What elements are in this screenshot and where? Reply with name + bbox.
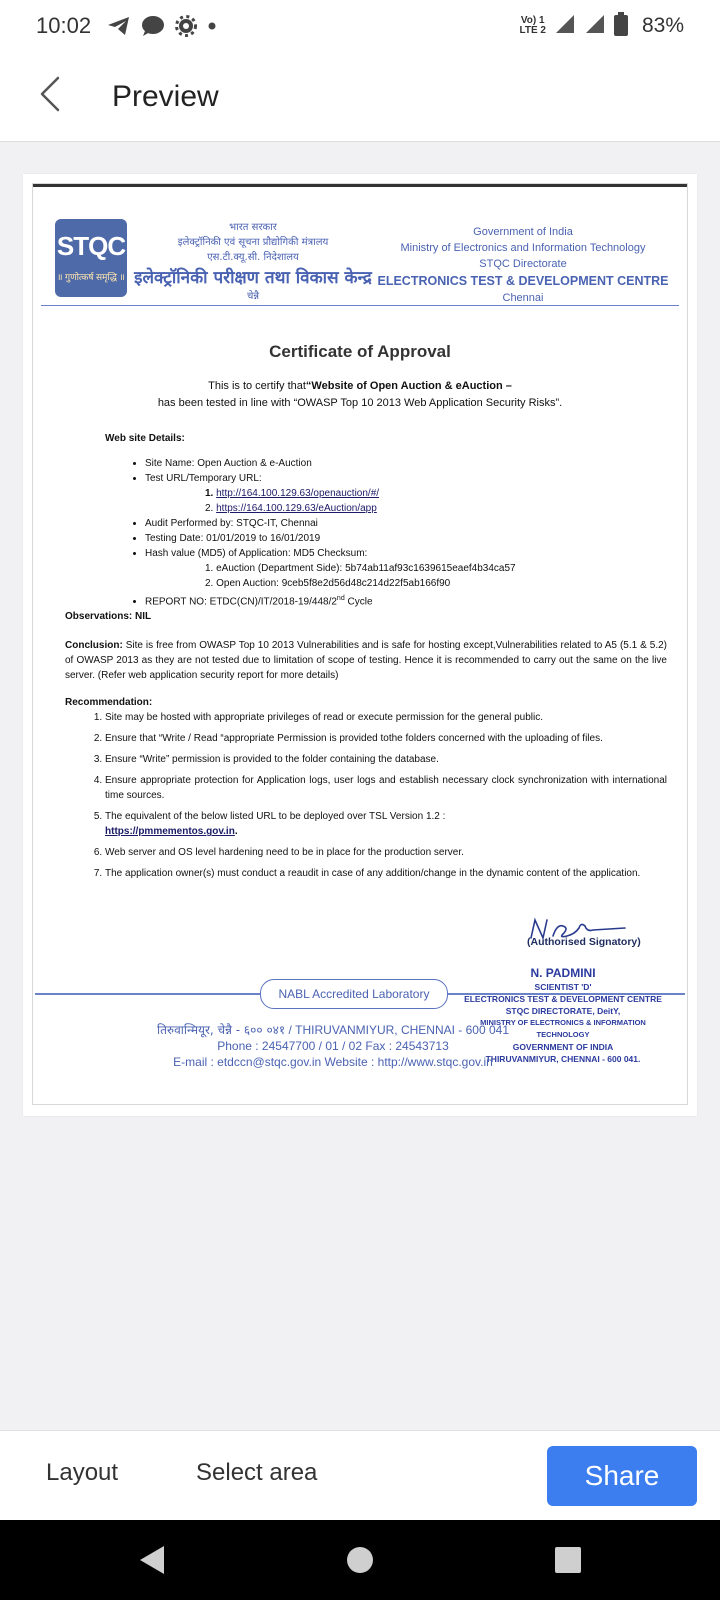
preview-area[interactable] bbox=[0, 142, 720, 1430]
stamp-line: ELECTRONICS TEST & DEVELOPMENT CENTRE bbox=[464, 994, 662, 1004]
notification-dot-icon bbox=[207, 21, 217, 31]
conclusion bbox=[65, 638, 667, 683]
share-button[interactable]: Share bbox=[547, 1446, 697, 1506]
battery-percent: 83% bbox=[641, 14, 684, 37]
intro-website: “Website of Open Auction & eAuction – bbox=[305, 380, 512, 392]
hindi-line: भारत सरकार bbox=[229, 222, 277, 233]
stamp-line: MINISTRY OF ELECTRONICS & INFORMATION TECHNOLOGY bbox=[480, 1018, 646, 1039]
app-bar bbox=[0, 52, 720, 142]
report-no-suffix: Cycle bbox=[344, 596, 373, 608]
recents-square-icon[interactable] bbox=[548, 1540, 588, 1580]
footer-phone: Phone : 24547700 / 01 / 02 Fax : 24543713 bbox=[217, 1039, 449, 1053]
document-preview[interactable] bbox=[23, 174, 697, 1116]
details-list bbox=[105, 516, 667, 561]
logo-text: STQC bbox=[56, 231, 126, 261]
reco5-end: . bbox=[234, 826, 238, 838]
status-bar bbox=[0, 0, 720, 52]
recommendation-item: 7. The application owner(s) must conduct a reaudit in case of any addition/change in the dynamic content of the application. bbox=[105, 866, 667, 881]
certificate-title: Certificate of Approval bbox=[269, 342, 451, 361]
url-item bbox=[205, 501, 667, 516]
bottom-action-bar bbox=[0, 1430, 720, 1520]
authorised-signatory: (Authorised Signatory) bbox=[527, 936, 641, 948]
hash-item: 1. eAuction (Department Side): 5b74ab11af93c1639615eaef4b34ca57 bbox=[205, 563, 516, 574]
hash-list bbox=[105, 561, 667, 591]
details-list bbox=[105, 591, 667, 609]
list-item bbox=[145, 471, 667, 486]
home-circle-icon[interactable] bbox=[340, 1540, 380, 1580]
footer-address-hindi: तिरुवान्मियूर, चेन्नै - ६०० ०४१ bbox=[156, 1023, 286, 1037]
conclusion-text: Site is free from OWASP Top 10 2013 Vulnerabilities and is safe for hosting except,Vulnerabilities related to A5 (5.1 & 5.2) of OWASP 2013 as they are not tested due to limitation of scope of testing. Hence it is recommended to carry out the same on the live server. (Refer web application security report for more details) bbox=[65, 640, 667, 682]
system-nav-bar bbox=[0, 1520, 720, 1600]
recommendation-item: 3. Ensure “Write” permission is provided to the folder containing the database. bbox=[105, 752, 667, 767]
chevron-left-icon bbox=[39, 76, 61, 117]
nabl-badge: NABL Accredited Laboratory bbox=[260, 979, 448, 1009]
signal-icon bbox=[554, 14, 576, 39]
recommendation-item: 6. Web server and OS level hardening need to be in place for the production server. bbox=[105, 845, 667, 860]
letterhead-hindi bbox=[133, 220, 373, 304]
footer-address-english: / THIRUVANMIYUR, CHENNAI - 600 041 bbox=[285, 1023, 509, 1037]
footer-address bbox=[113, 1022, 553, 1070]
layout-button[interactable]: Layout bbox=[46, 1459, 119, 1486]
report-no: REPORT NO: ETDC(CN)/IT/2018-19/448/2 bbox=[145, 596, 337, 608]
intro-prefix: This is to certify that bbox=[208, 380, 306, 392]
intro-line2: has been tested in line with “OWASP Top 10 2013 Web Application Security Risks”. bbox=[157, 397, 563, 409]
recommendation-heading: Recommendation: bbox=[65, 697, 153, 709]
hindi-line: एस.टी.क्यू.सी. निदेशालय bbox=[207, 252, 299, 263]
back-button[interactable] bbox=[20, 67, 80, 127]
report-no-sup: nd bbox=[336, 595, 345, 602]
telegram-icon bbox=[107, 15, 131, 37]
certificate-intro bbox=[53, 378, 667, 412]
url-link[interactable]: http://164.100.129.63/openauction/#/ bbox=[216, 488, 380, 499]
hindi-line: चेन्नै bbox=[246, 291, 260, 302]
chat-bubble-icon bbox=[141, 15, 165, 37]
recommendation-item: 1. Site may be hosted with appropriate privileges of read or execute permission for the general public. bbox=[105, 710, 667, 725]
select-area-button[interactable]: Select area bbox=[196, 1459, 318, 1486]
logo-motto: ॥ गुणोत्कर्ष समृद्धि ॥ bbox=[57, 272, 125, 282]
recommendation-item: 4. Ensure appropriate protection for Application logs, user logs and establish necessary clock synchronization with international time sources. bbox=[105, 773, 667, 803]
list-item: • Hash value (MD5) of Application: MD5 Checksum: bbox=[145, 546, 667, 561]
reco5-link[interactable]: https://pmmementos.gov.in bbox=[105, 826, 235, 838]
list-item: • Audit Performed by: STQC-IT, Chennai bbox=[145, 516, 667, 531]
letterhead-english bbox=[373, 224, 673, 306]
conclusion-label: Conclusion: bbox=[65, 640, 123, 652]
eng-line: ELECTRONICS TEST & DEVELOPMENT CENTRE bbox=[377, 274, 669, 288]
recommendation-item: 2. Ensure that “Write / Read “appropriate Permission is provided tothe folders concerned with the uploading of files. bbox=[105, 731, 667, 746]
hash-item: 2. Open Auction: 9ceb5f8e2d56d48c214d22f5ab166f90 bbox=[205, 578, 451, 589]
certificate-page bbox=[32, 183, 688, 1105]
recommendation-item bbox=[105, 809, 667, 839]
volte-line1: Vo) 1 bbox=[520, 15, 545, 26]
settings-icon bbox=[175, 15, 197, 37]
footer-email: E-mail : etdccn@stqc.gov.in Website : http://www.stqc.gov.in bbox=[173, 1055, 493, 1069]
url-item bbox=[205, 486, 667, 501]
signal-icon bbox=[584, 14, 606, 39]
url-link[interactable]: https://164.100.129.63/eAuction/app bbox=[216, 503, 377, 514]
stamp-line: STQC DIRECTORATE, DeitY, bbox=[505, 1006, 621, 1016]
list-item: • Testing Date: 01/01/2019 to 16/01/2019 bbox=[145, 531, 667, 546]
hindi-line: इलेक्ट्रॉनिकी परीक्षण तथा विकास केन्द्र bbox=[134, 268, 372, 288]
url-number: 1. bbox=[205, 488, 214, 499]
test-url-label: Test URL/Temporary URL: bbox=[145, 473, 262, 484]
stamp-title: SCIENTIST 'D' bbox=[534, 982, 592, 992]
details-list bbox=[105, 456, 667, 486]
reco5-text: The equivalent of the below listed URL to be deployed over TSL Version 1.2 : bbox=[105, 811, 446, 823]
recommendation-list bbox=[65, 710, 667, 881]
letterhead-divider bbox=[41, 305, 679, 306]
back-triangle-icon[interactable] bbox=[132, 1540, 172, 1580]
list-item bbox=[145, 591, 667, 609]
page-title: Preview bbox=[112, 79, 219, 113]
eng-line: Ministry of Electronics and Information Technology bbox=[400, 242, 646, 254]
eng-line: Government of India bbox=[473, 226, 573, 238]
observations: Observations: NIL bbox=[65, 611, 152, 623]
website-details-heading: Web site Details: bbox=[105, 433, 185, 444]
volte-line2: LTE 2 bbox=[519, 25, 546, 36]
url-number: 2. bbox=[205, 503, 214, 514]
stamp-name: N. PADMINI bbox=[530, 966, 596, 980]
stamp-line: THIRUVANMIYUR, CHENNAI - 600 041. bbox=[485, 1054, 641, 1064]
volte-indicator bbox=[519, 16, 545, 36]
top-border bbox=[33, 184, 687, 187]
eng-line: Chennai bbox=[502, 292, 544, 304]
hindi-line: इलेक्ट्रॉनिकी एवं सूचना प्रौद्योगिकी मंत्रालय bbox=[177, 237, 329, 248]
eng-line: STQC Directorate bbox=[479, 258, 567, 270]
stamp-line: GOVERNMENT OF INDIA bbox=[512, 1042, 614, 1052]
certificate-body bbox=[65, 431, 667, 884]
battery-icon bbox=[614, 12, 628, 41]
list-item: • Site Name: Open Auction & e-Auction bbox=[145, 456, 667, 471]
status-time: 10:02 bbox=[36, 13, 92, 38]
stqc-logo bbox=[55, 219, 127, 297]
url-list bbox=[105, 486, 667, 516]
